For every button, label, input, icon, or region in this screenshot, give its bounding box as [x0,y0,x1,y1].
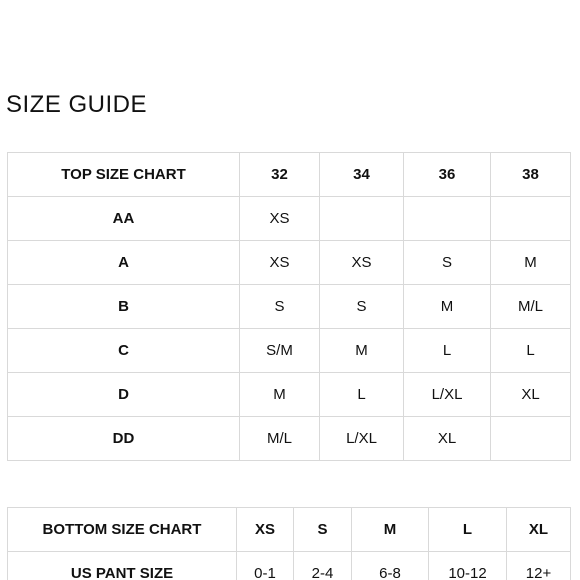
table-header-row [8,153,571,197]
table-cell: XS [320,241,404,285]
table-cell: L/XL [404,373,491,417]
table-cell: L [320,373,404,417]
table-header-cell: 38 [491,153,571,197]
bottom-size-chart-table [7,507,571,580]
table-row [8,373,571,417]
table-cell: XL [404,417,491,461]
table-row [8,417,571,461]
table-cell: M [240,373,320,417]
table-cell [320,197,404,241]
table-cell: 10-12 [429,552,507,580]
table-cell: 12+ [507,552,571,580]
table-header-cell: 34 [320,153,404,197]
table-cell [491,197,571,241]
table-cell [404,197,491,241]
table-cell: M/L [491,285,571,329]
table-cell: 2-4 [294,552,352,580]
table-cell: S [240,285,320,329]
page-title: SIZE GUIDE [6,91,148,118]
table-row [8,329,571,373]
table-row [8,197,571,241]
top-size-chart-table [7,152,571,461]
table-cell: M [491,241,571,285]
table-cell: M [320,329,404,373]
row-label: US PANT SIZE [8,552,237,580]
row-label: C [8,329,240,373]
table-cell: XS [240,241,320,285]
row-label: AA [8,197,240,241]
table-header-row [8,508,571,552]
row-label: DD [8,417,240,461]
row-label: D [8,373,240,417]
table-cell: M/L [240,417,320,461]
table-header-cell: L [429,508,507,552]
table-header-cell: TOP SIZE CHART [8,153,240,197]
table-header-cell: 36 [404,153,491,197]
table-cell [491,417,571,461]
row-label: B [8,285,240,329]
table-cell: L [404,329,491,373]
table-header-cell: S [294,508,352,552]
table-header-cell: XS [237,508,294,552]
table-cell: M [404,285,491,329]
table-cell: L/XL [320,417,404,461]
table-cell: L [491,329,571,373]
table-header-cell: M [352,508,429,552]
table-row [8,552,571,580]
table-header-cell: 32 [240,153,320,197]
table-cell: 0-1 [237,552,294,580]
table-row [8,285,571,329]
table-row [8,241,571,285]
table-cell: S/M [240,329,320,373]
table-header-cell: XL [507,508,571,552]
table-header-cell: BOTTOM SIZE CHART [8,508,237,552]
table-cell: S [404,241,491,285]
table-cell: XS [240,197,320,241]
table-cell: S [320,285,404,329]
row-label: A [8,241,240,285]
table-cell: XL [491,373,571,417]
table-cell: 6-8 [352,552,429,580]
